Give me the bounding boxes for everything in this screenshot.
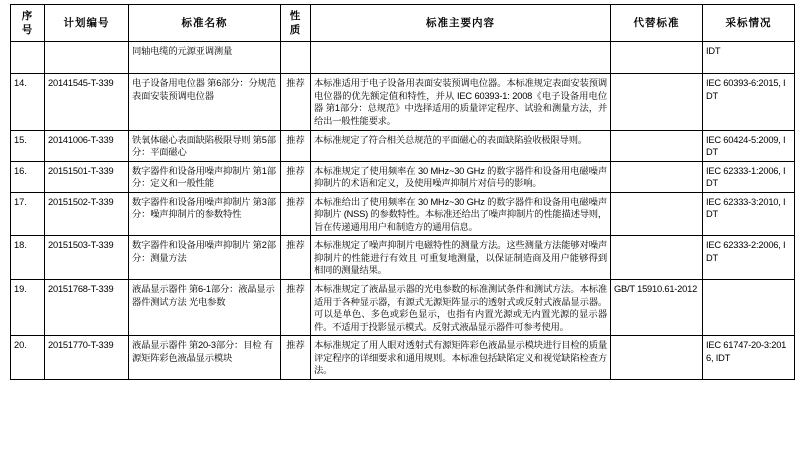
cell-replace xyxy=(611,192,703,236)
cell-plan: 20151503-T-339 xyxy=(45,236,129,280)
cell-content: 本标准规定了噪声抑制片电磁特性的测量方法。这些测量方法能够对噪声抑制片的性能进行有效且 可重复地测量，以保证制造商及用户能够得到相同的测量结果。 xyxy=(311,236,611,280)
cell-replace xyxy=(611,42,703,74)
table-row xyxy=(11,74,795,130)
table-row xyxy=(11,336,795,380)
cell-name: 铁氧体磁心表面缺陷极限导则 第5部分：平面磁心 xyxy=(129,130,281,161)
cell-plan: 20141006-T-339 xyxy=(45,130,129,161)
cell-replace xyxy=(611,74,703,130)
cell-adopt: IEC 61747-20-3:2016, IDT xyxy=(703,336,795,380)
cell-name: 电子设备用电位器 第6部分：分规范 表面安装预调电位器 xyxy=(129,74,281,130)
cell-name: 数字器件和设备用噪声抑制片 第2部分：测量方法 xyxy=(129,236,281,280)
cell-property xyxy=(281,42,311,74)
cell-name: 液晶显示器件 第20-3部分：目检 有源矩阵彩色液晶显示模块 xyxy=(129,336,281,380)
cell-replace: GB/T 15910.61-2012 xyxy=(611,280,703,336)
column-header-plan: 计划编号 xyxy=(45,5,129,42)
cell-plan: 20141545-T-339 xyxy=(45,74,129,130)
cell-adopt: IEC 62333-2:2006, IDT xyxy=(703,236,795,280)
cell-seq xyxy=(11,42,45,74)
table-row xyxy=(11,161,795,192)
cell-replace xyxy=(611,236,703,280)
cell-seq: 16. xyxy=(11,161,45,192)
cell-content: 本标准规定了用人眼对透射式有源矩阵彩色液晶显示模块进行目检的质量评定程序的详细要求和通用规则。本标准包括缺陷定义和视觉缺陷检查方法。 xyxy=(311,336,611,380)
cell-adopt: IEC 62333-1:2006, IDT xyxy=(703,161,795,192)
column-header-property: 性 质 xyxy=(281,5,311,42)
cell-seq: 20. xyxy=(11,336,45,380)
cell-name: 同轴电缆的元源亚调测量 xyxy=(129,42,281,74)
cell-plan: 20151502-T-339 xyxy=(45,192,129,236)
cell-replace xyxy=(611,161,703,192)
cell-replace xyxy=(611,336,703,380)
cell-content: 本标准规定了液晶显示器的光电参数的标准测试条件和测试方法。本标准适用于各种显示器，有源式无源矩阵显示的透射式或反射式液晶显示器。可以是单色、多色或彩色显示，也指有内置光源或无内置光源的显示器件。不适用于投影显示模式。反射式液晶显示器件可参考使用。 xyxy=(311,280,611,336)
cell-plan: 20151770-T-339 xyxy=(45,336,129,380)
cell-seq: 17. xyxy=(11,192,45,236)
cell-seq: 18. xyxy=(11,236,45,280)
cell-content: 本标准规定了符合相关总规范的平面磁心的表面缺陷验收极限导则。 xyxy=(311,130,611,161)
column-header-content: 标准主要内容 xyxy=(311,5,611,42)
cell-seq: 15. xyxy=(11,130,45,161)
table-row xyxy=(11,130,795,161)
cell-plan xyxy=(45,42,129,74)
standards-table xyxy=(10,4,795,380)
column-header-adopt: 采标情况 xyxy=(703,5,795,42)
cell-property: 推荐 xyxy=(281,161,311,192)
cell-adopt xyxy=(703,280,795,336)
cell-property: 推荐 xyxy=(281,130,311,161)
cell-content: 本标准适用于电子设备用表面安装预调电位器。本标准规定表面安装预调电位器的优先额定值和特性，并从 IEC 60393-1: 2008《电子设备用电位器 第1部分：总规范》中选择适用的质量评定程序、试验和测量方法，并给出一般性能要求。 xyxy=(311,74,611,130)
table-row xyxy=(11,42,795,74)
cell-property: 推荐 xyxy=(281,74,311,130)
cell-property: 推荐 xyxy=(281,236,311,280)
column-header-name: 标准名称 xyxy=(129,5,281,42)
cell-property: 推荐 xyxy=(281,192,311,236)
cell-seq: 14. xyxy=(11,74,45,130)
cell-content xyxy=(311,42,611,74)
table-row xyxy=(11,280,795,336)
cell-property: 推荐 xyxy=(281,336,311,380)
cell-name: 液晶显示器件 第6-1部分：液晶显示器件测试方法 光电参数 xyxy=(129,280,281,336)
table-row xyxy=(11,236,795,280)
cell-adopt: IEC 62333-3:2010, IDT xyxy=(703,192,795,236)
cell-replace xyxy=(611,130,703,161)
column-header-seq: 序 号 xyxy=(11,5,45,42)
cell-adopt: IDT xyxy=(703,42,795,74)
table-row xyxy=(11,192,795,236)
table-header-row xyxy=(11,5,795,42)
cell-content: 本标准给出了使用频率在 30 MHz~30 GHz 的数字器件和设备用电磁噪声抑制片 (NSS) 的参数特性。本标准还给出了噪声抑制片的性能描述导则，旨在传递通用用户和制造方的通用信息。 xyxy=(311,192,611,236)
cell-property: 推荐 xyxy=(281,280,311,336)
cell-plan: 20151768-T-339 xyxy=(45,280,129,336)
cell-name: 数字器件和设备用噪声抑制片 第1部分：定义和一般性能 xyxy=(129,161,281,192)
column-header-replace: 代替标准 xyxy=(611,5,703,42)
cell-adopt: IEC 60424-5:2009, IDT xyxy=(703,130,795,161)
cell-name: 数字器件和设备用噪声抑制片 第3部分：噪声抑制片的参数特性 xyxy=(129,192,281,236)
cell-adopt: IEC 60393-6:2015, IDT xyxy=(703,74,795,130)
cell-seq: 19. xyxy=(11,280,45,336)
cell-content: 本标准规定了使用频率在 30 MHz~30 GHz 的数字器件和设备用电磁噪声抑制片的术语和定义，及使用噪声抑制片对信号的影响。 xyxy=(311,161,611,192)
cell-plan: 20151501-T-339 xyxy=(45,161,129,192)
